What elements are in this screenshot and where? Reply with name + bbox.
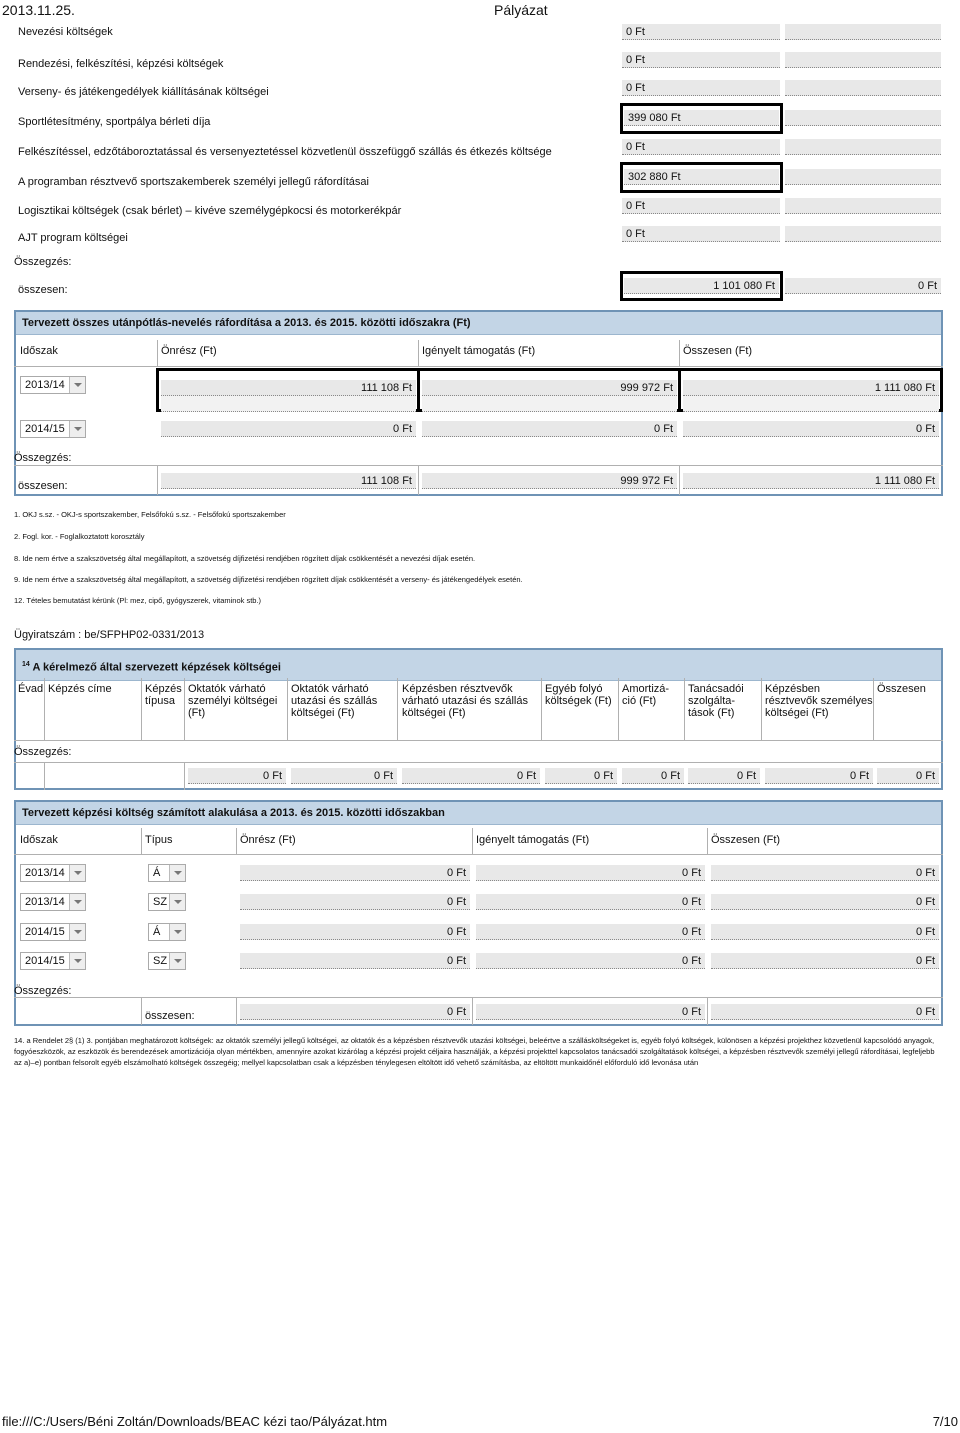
cost-label-rendezesi: Rendezési, felkészítési, képzési költségek: [18, 58, 224, 70]
kk-total-requested[interactable]: 0 Ft: [476, 1004, 705, 1020]
kk-total-2[interactable]: 0 Ft: [711, 894, 939, 910]
kepzesek-total-resztvevok-utazasi[interactable]: 0 Ft: [402, 768, 540, 784]
kepzesek-summary-label: Összegzés:: [14, 746, 72, 758]
cost-extra-rendezesi[interactable]: [785, 52, 941, 68]
kk-header-total: Összesen (Ft): [711, 834, 781, 846]
kk-period-select-2[interactable]: [20, 893, 86, 911]
utanpotlas-requested-2[interactable]: 0 Ft: [422, 421, 677, 437]
cost-label-logisztikai: Logisztikai költségek (csak bérlet) – kivéve személygépkocsi és motorkerékpár: [18, 205, 402, 217]
period-value: 2014/15: [25, 423, 65, 435]
kepzesek-header-resztvevok-utazasi: Képzésben résztvevők várható utazási és szállás költségei (Ft): [402, 683, 528, 719]
footnote-14: 14. a Rendelet 2§ (1) 3. pontjában meghatározott költségek: az oktatók személyi jellegű költségei, az oktatók és a képzésben résztvevők utazási költségei, beleértve a szállásköltségeket is, egyéb folyó költségek, különösen a képzési projekthez közvetlenül kapcsolódó anyagok, fogyóeszközök, az eszközök és berendezések amortizációja olyan mértékben, amennyire azokat kizárólag a képzési projekt céljaira használják, a képzési projekttel kapcsolatos tanácsadói szolgáltatások költségei, a képzésben résztvevők személyi jellegű ráfordításai, legfeljebb az a)–e) pontban felsorolt egyéb elszámolható költségek összegéig; mellyel kapcsolatban csak a képzésben ténylegesen eltöltött idő vehető számításba, az eltöltött munkaidőnél előforduló idő levonása után: [14, 1036, 935, 1067]
kepzesek-header-egyeb: Egyéb folyó költségek (Ft): [545, 683, 612, 707]
kk-type-select-1[interactable]: [148, 864, 186, 882]
kk-total-label: összesen:: [145, 1010, 195, 1022]
kepzesi-koltseg-title: Tervezett képzési költség számított alakulása a 2013. és 2015. közötti időszakban: [16, 802, 941, 825]
kk-period-select-4[interactable]: [20, 952, 86, 970]
kepzesek-total-oktatok-szemelyi[interactable]: 0 Ft: [188, 768, 286, 784]
utanpotlas-period-select-1[interactable]: [20, 376, 86, 394]
type-value: SZ: [153, 955, 168, 967]
kepzesek-total-egyeb[interactable]: 0 Ft: [545, 768, 617, 784]
cost-input-nevezesi[interactable]: 0 Ft: [622, 24, 780, 40]
cost-label-verseny: Verseny- és játékengedélyek kiállításának költségei: [18, 86, 269, 98]
kk-type-select-4[interactable]: [148, 952, 186, 970]
page-title: Pályázat: [494, 2, 548, 18]
kk-total-4[interactable]: 0 Ft: [711, 953, 939, 969]
utanpotlas-total-requested[interactable]: 999 972 Ft: [422, 473, 677, 489]
utanpotlas-header-period: Időszak: [20, 345, 58, 357]
kk-requested-1[interactable]: 0 Ft: [476, 865, 705, 881]
kepzesek-header-tanacsadoi: Tanácsadói szolgálta-tások (Ft): [688, 683, 744, 719]
kepzesek-header-oktatok-utazasi: Oktatók várható utazási és szállás költségei (Ft): [291, 683, 378, 719]
kk-header-period: Időszak: [20, 834, 58, 846]
kk-own-3[interactable]: 0 Ft: [240, 924, 470, 940]
cost-label-nevezesi: Nevezési költségek: [18, 26, 113, 38]
utanpotlas-own-2[interactable]: 0 Ft: [161, 421, 416, 437]
kk-requested-2[interactable]: 0 Ft: [476, 894, 705, 910]
chevron-down-icon[interactable]: [69, 953, 85, 969]
footer-path: file:///C:/Users/Béni Zoltán/Downloads/BEAC kézi tao/Pályázat.htm: [2, 1414, 388, 1429]
kepzesek-header-cim: Képzés címe: [48, 683, 112, 695]
kk-requested-3[interactable]: 0 Ft: [476, 924, 705, 940]
kepzesek-header-evad: Évad: [18, 683, 44, 695]
utanpotlas-header-own: Önrész (Ft): [161, 345, 217, 357]
cost-extra-logisztikai[interactable]: [785, 198, 941, 214]
kepzesek-header-osszesen: Összesen: [877, 683, 926, 695]
costs-summary-label: Összegzés:: [14, 256, 72, 268]
utanpotlas-total-own[interactable]: 111 108 Ft: [161, 473, 416, 489]
kk-total-1[interactable]: 0 Ft: [711, 865, 939, 881]
chevron-down-icon[interactable]: [69, 865, 85, 881]
chevron-down-icon[interactable]: [69, 894, 85, 910]
period-value: 2014/15: [25, 926, 65, 938]
kk-type-select-2[interactable]: [148, 893, 186, 911]
utanpotlas-total-label: összesen:: [18, 480, 68, 492]
costs-total-right[interactable]: 0 Ft: [785, 278, 941, 294]
kk-summary-label: Összegzés:: [14, 985, 72, 997]
utanpotlas-header-requested: Igényelt támogatás (Ft): [422, 345, 536, 357]
kepzesek-header-amortizacio: Amortizá-ció (Ft): [622, 683, 670, 707]
costs-total-label: összesen:: [18, 284, 68, 296]
type-value: Á: [153, 926, 161, 938]
kk-header-own: Önrész (Ft): [240, 834, 296, 846]
utanpotlas-period-select-2[interactable]: [20, 420, 86, 438]
note-9: 9. Ide nem értve a szakszövetség által megállapított, a szövetség díjfizetési rendjében rögzített díjak csökkentését a verseny- és játékengedélyek esetén.: [14, 575, 523, 584]
kk-period-select-1[interactable]: [20, 864, 86, 882]
kk-own-1[interactable]: 0 Ft: [240, 865, 470, 881]
chevron-down-icon[interactable]: [169, 953, 185, 969]
cost-input-verseny[interactable]: 0 Ft: [622, 80, 780, 96]
chevron-down-icon[interactable]: [69, 924, 85, 940]
kk-total-own[interactable]: 0 Ft: [240, 1004, 470, 1020]
cost-input-szallas[interactable]: 0 Ft: [622, 139, 780, 155]
kepzesek-header-tipus: Képzés típusa: [145, 683, 182, 707]
kepzesek-title-bar: [16, 650, 941, 681]
kk-own-4[interactable]: 0 Ft: [240, 953, 470, 969]
kk-own-2[interactable]: 0 Ft: [240, 894, 470, 910]
cost-extra-szallas[interactable]: [785, 139, 941, 155]
kepzesek-sup: 14: [22, 661, 30, 668]
kepzesek-title: A kérelmező által szervezett képzések költségei: [32, 661, 281, 674]
chevron-down-icon[interactable]: [169, 894, 185, 910]
cost-input-szemelyi[interactable]: 302 880 Ft: [624, 169, 779, 185]
cost-extra-sportletesitmeny[interactable]: [785, 110, 941, 126]
cost-extra-verseny[interactable]: [785, 80, 941, 96]
chevron-down-icon[interactable]: [69, 377, 85, 393]
chevron-down-icon[interactable]: [169, 865, 185, 881]
cost-label-szemelyi: A programban résztvevő sportszakemberek személyi jellegű ráfordításai: [18, 176, 369, 188]
period-value: 2013/14: [25, 896, 65, 908]
kk-period-select-3[interactable]: [20, 923, 86, 941]
kk-requested-4[interactable]: 0 Ft: [476, 953, 705, 969]
type-value: SZ: [153, 896, 168, 908]
kk-total-3[interactable]: 0 Ft: [711, 924, 939, 940]
kepzesek-header-oktatok-szemelyi: Oktatók várható személyi költségei (Ft): [188, 683, 278, 719]
cost-label-szallas: Felkészítéssel, edzőtáboroztatással és versenyeztetéssel közvetlenül összefüggő szállás és étkezés költsége: [18, 146, 552, 158]
case-number: Ügyiratszám : be/SFPHP02-0331/2013: [14, 629, 205, 641]
period-value: 2013/14: [25, 379, 65, 391]
cost-extra-ajt[interactable]: [785, 226, 941, 242]
kepzesek-total-szemelyes[interactable]: 0 Ft: [765, 768, 873, 784]
type-value: Á: [153, 867, 161, 879]
chevron-down-icon[interactable]: [69, 421, 85, 437]
kk-type-select-3[interactable]: [148, 923, 186, 941]
cost-label-sportletesitmeny: Sportlétesítmény, sportpálya bérleti díja: [18, 116, 211, 128]
utanpotlas-total-total[interactable]: 1 111 080 Ft: [683, 473, 939, 489]
cost-input-logisztikai[interactable]: 0 Ft: [622, 198, 780, 214]
cost-extra-szemelyi[interactable]: [785, 169, 941, 185]
utanpotlas-header-total: Összesen (Ft): [683, 345, 753, 357]
kk-total-total[interactable]: 0 Ft: [711, 1004, 939, 1020]
utanpotlas-requested-1[interactable]: 999 972 Ft: [422, 380, 677, 396]
kepzesek-total-tanacsadoi[interactable]: 0 Ft: [688, 768, 760, 784]
kepzesek-total-osszesen[interactable]: 0 Ft: [877, 768, 939, 784]
cost-input-sportletesitmeny[interactable]: 399 080 Ft: [624, 110, 779, 126]
kepzesek-total-amortizacio[interactable]: 0 Ft: [622, 768, 684, 784]
chevron-down-icon[interactable]: [169, 924, 185, 940]
utanpotlas-title: Tervezett összes utánpótlás-nevelés ráfordítása a 2013. és 2015. közötti időszakra (Ft): [16, 312, 941, 335]
utanpotlas-summary-label: Összegzés:: [14, 452, 72, 464]
kepzesek-header-szemelyes: Képzésben résztvevők személyes költségei (Ft): [765, 683, 873, 719]
print-date: 2013.11.25.: [2, 2, 75, 18]
cost-input-rendezesi[interactable]: 0 Ft: [622, 52, 780, 68]
cost-input-ajt[interactable]: 0 Ft: [622, 226, 780, 242]
note-1: 1. OKJ s.sz. - OKJ-s sportszakember, Felsőfokú s.sz. - Felsőfokú sportszakember: [14, 510, 286, 519]
footer-page: 7/10: [932, 1414, 958, 1429]
period-value: 2013/14: [25, 867, 65, 879]
note-12: 12. Tételes bemutatást kérünk (Pl: mez, cipő, gyógyszerek, vitaminok stb.): [14, 596, 262, 605]
utanpotlas-total-2[interactable]: 0 Ft: [683, 421, 939, 437]
kk-header-type: Típus: [145, 834, 173, 846]
costs-total-value[interactable]: 1 101 080 Ft: [624, 278, 779, 294]
period-value: 2014/15: [25, 955, 65, 967]
note-8: 8. Ide nem értve a szakszövetség által megállapított, a szövetség díjfizetési rendjében rögzített díjak csökkentését a nevezési díjak esetén.: [14, 554, 476, 563]
kk-header-requested: Igényelt támogatás (Ft): [476, 834, 590, 846]
cost-label-ajt: AJT program költségei: [18, 232, 128, 244]
kepzesek-total-oktatok-utazasi[interactable]: 0 Ft: [291, 768, 397, 784]
utanpotlas-total-1[interactable]: 1 111 080 Ft: [683, 380, 939, 396]
utanpotlas-own-1[interactable]: 111 108 Ft: [161, 380, 416, 396]
note-2: 2. Fogl. kor. - Foglalkoztatott korosztály: [14, 532, 145, 541]
cost-extra-nevezesi[interactable]: [785, 24, 941, 40]
